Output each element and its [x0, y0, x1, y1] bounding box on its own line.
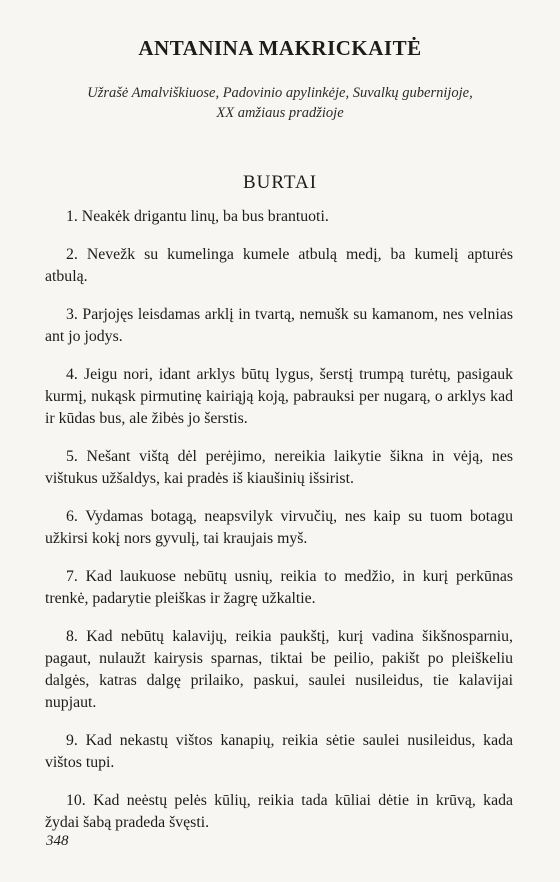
- charm-item-1: 1. Neakėk drigantu linų, ba bus brantuoti.: [66, 208, 329, 225]
- page-number: 348: [46, 833, 69, 849]
- collection-note: [40, 83, 520, 123]
- charm-item-5: 5. Nešant vištą dėl perėjimo, nereikia laikytie šikna in vėją, nes vištukus užšaldys, kai pradės iš kiaušinių išsirist.: [45, 448, 513, 487]
- charm-item-2: 2. Nevežk su kumelinga kumele atbulą medį, ba kumelį apturės atbulą.: [45, 246, 513, 285]
- author-heading: ANTANINA MAKRICKAITĖ: [138, 36, 422, 60]
- charm-item-3: 3. Parjojęs leisdamas arklį in tvartą, nemušk su kamanom, nes velnias ant jo jodys.: [45, 306, 513, 345]
- charm-item-6: 6. Vydamas botagą, neapsvilyk virvučių, nes kaip su tuom botagu užkirsi kokį nors gyvulį, tai kraujais myš.: [45, 508, 513, 547]
- charm-list: [45, 206, 513, 850]
- section-title: BURTAI: [242, 172, 318, 193]
- charm-item-4: 4. Jeigu nori, idant arklys būtų lygus, šerstį trumpą turėtų, pasigauk kurmį, nukąsk pirmutinę kairiąją koją, pabrauksi per nugarą, o arklys kad ir kūdas bus, ale žibės jo šerstis.: [45, 366, 513, 427]
- charm-item-7: 7. Kad laukuose nebūtų usnių, reikia to medžio, in kurį perkūnas trenkė, padarytie pleiškas ir žagrę užkaltie.: [45, 568, 513, 607]
- collection-note-line-1: Užrašė Amalviškiuose, Padovinio apylinkėje, Suvalkų gubernijoje,: [87, 85, 473, 101]
- charm-item-10: 10. Kad neėstų pelės kūlių, reikia tada kūliai dėtie in krūvą, kada žydai šabą pradeda švęsti.: [45, 792, 513, 831]
- charm-item-9: 9. Kad nekastų vištos kanapių, reikia sėtie saulei nusileidus, kada vištos tupi.: [45, 732, 513, 771]
- charm-item-8: 8. Kad nebūtų kalavijų, reikia paukštį, kurį vadina šikšnosparniu, pagaut, nulaužt kairysis sparnas, tiktai be peilio, pakišt po pleiškeliu dalgės, katras dalgę prilaiko, paskui, saulei nusileidus, tie kalavijai nupjaut.: [45, 628, 513, 711]
- collection-note-line-2: XX amžiaus pradžioje: [216, 105, 344, 121]
